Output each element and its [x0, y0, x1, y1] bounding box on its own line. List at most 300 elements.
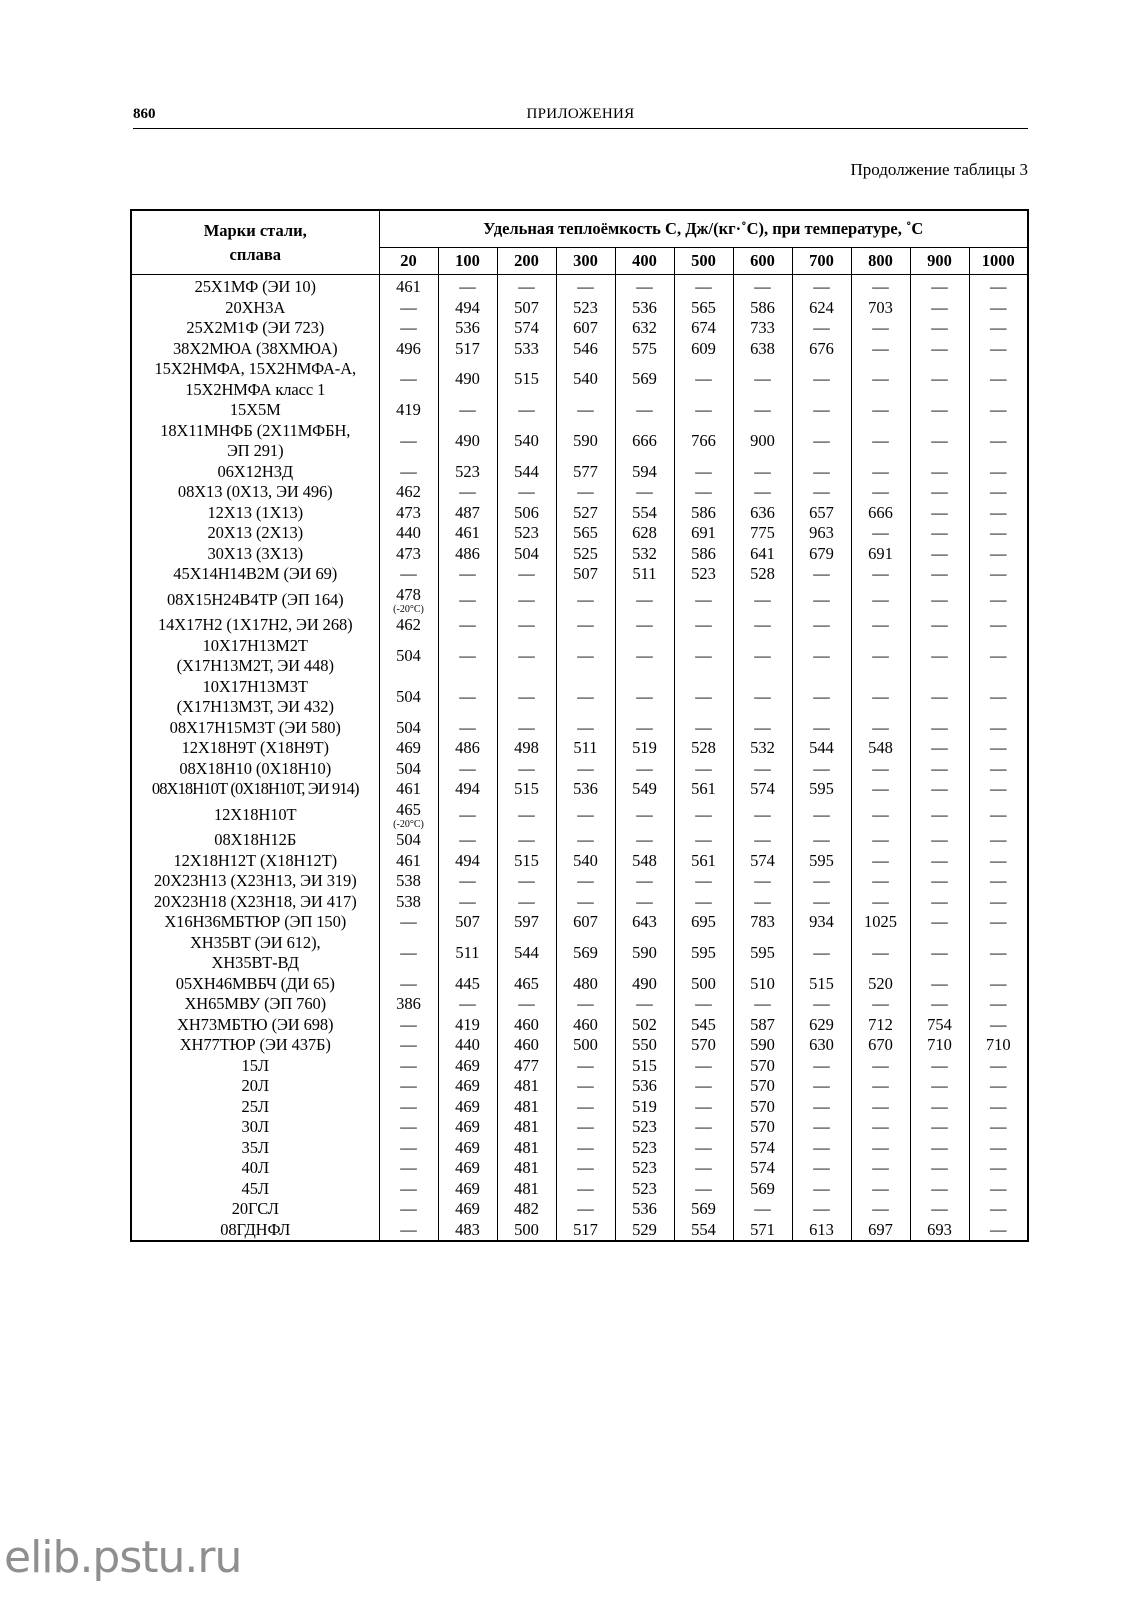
value-cell	[969, 1158, 1028, 1179]
heat-capacity-value: —	[872, 779, 889, 798]
value-cell	[851, 421, 910, 462]
heat-capacity-value: 695	[691, 912, 716, 931]
value-cell	[615, 1179, 674, 1200]
heat-capacity-value: —	[636, 717, 653, 737]
heat-capacity-value: 691	[691, 523, 716, 542]
value-cell	[733, 503, 792, 524]
steel-mark-text: 15Л	[241, 1055, 269, 1075]
heat-capacity-value: —	[931, 830, 948, 849]
value-cell	[556, 830, 615, 851]
steel-mark-text: 08Х18Н12Б	[214, 830, 297, 849]
value-cell	[851, 298, 910, 319]
heat-capacity-value: 500	[691, 973, 716, 993]
steel-mark-text: 20Х13 (2Х13)	[207, 523, 303, 542]
value-cell	[556, 718, 615, 739]
heat-capacity-value: —	[813, 482, 830, 501]
value-cell	[674, 1076, 733, 1097]
heat-capacity-value: —	[931, 338, 948, 358]
value-cell	[379, 974, 438, 995]
heat-capacity-value: —	[872, 461, 889, 481]
heat-capacity-value: 462	[396, 615, 421, 634]
heat-capacity-value: —	[695, 400, 712, 419]
heat-capacity-value: —	[577, 1178, 594, 1198]
value-cell	[792, 718, 851, 739]
heat-capacity-value: —	[931, 717, 948, 737]
watermark: elib.pstu.ru	[4, 1532, 242, 1583]
page-number: 860	[133, 106, 156, 122]
heat-capacity-value: —	[518, 871, 535, 890]
page-header	[133, 104, 1028, 129]
value-cell	[497, 400, 556, 421]
heat-capacity-value: 460	[514, 1035, 539, 1054]
value-cell	[792, 974, 851, 995]
value-cell	[497, 421, 556, 462]
heat-capacity-value: —	[931, 645, 948, 665]
heat-capacity-value: 511	[573, 738, 598, 757]
heat-capacity-value: —	[990, 523, 1007, 542]
heat-capacity-value: 480	[573, 973, 598, 993]
steel-mark-text: 12Х18Н9Т (Х18Н9Т)	[181, 738, 329, 757]
value-cell	[910, 1199, 969, 1220]
value-cell	[910, 1076, 969, 1097]
value-cell	[615, 779, 674, 800]
value-cell	[910, 503, 969, 524]
heat-capacity-value: 595	[750, 942, 775, 962]
table-row	[131, 564, 1028, 585]
table-row	[131, 318, 1028, 339]
steel-mark-cell	[131, 482, 379, 503]
heat-capacity-value: 546	[573, 338, 598, 358]
heat-capacity-value: —	[990, 318, 1007, 337]
heat-capacity-value: 574	[750, 1158, 775, 1177]
steel-mark-text: ХН65МВУ (ЭП 760)	[184, 994, 327, 1013]
heat-capacity-value: 574	[514, 318, 539, 337]
value-cell	[851, 1179, 910, 1200]
heat-capacity-value: —	[931, 1199, 948, 1218]
value-cell	[556, 462, 615, 483]
heat-capacity-value: 545	[691, 1014, 716, 1034]
value-cell	[379, 892, 438, 913]
value-cell	[733, 482, 792, 503]
heat-capacity-value: —	[636, 994, 653, 1013]
value-cell	[615, 800, 674, 831]
temperature-header: 300	[556, 248, 615, 275]
steel-mark-cell	[131, 503, 379, 524]
heat-capacity-value: —	[400, 1014, 417, 1034]
heat-capacity-value: 574	[750, 850, 775, 870]
heat-capacity-value: —	[636, 277, 653, 296]
steel-mark-cell	[131, 544, 379, 565]
heat-capacity-value: —	[459, 758, 476, 778]
value-cell	[556, 871, 615, 892]
heat-capacity-value: —	[577, 615, 594, 634]
steel-mark-text: 40Л	[241, 1158, 269, 1177]
heat-capacity-value: 419	[396, 400, 421, 419]
table-row	[131, 1138, 1028, 1159]
heat-capacity-value: 550	[632, 1035, 657, 1054]
heat-capacity-value: —	[459, 994, 476, 1013]
heat-capacity-value: —	[577, 994, 594, 1013]
value-cell	[497, 1097, 556, 1118]
heat-capacity-value: —	[872, 523, 889, 542]
value-cell	[733, 1097, 792, 1118]
heat-capacity-value: 963	[809, 523, 834, 542]
value-cell	[792, 738, 851, 759]
heat-capacity-value: 569	[691, 1199, 716, 1218]
mark-header-line-2: сплава	[229, 244, 281, 264]
value-cell	[674, 544, 733, 565]
mark-header-line-1: Марки стали,	[203, 220, 307, 240]
steel-mark-text: 05ХН46МВБЧ (ДИ 65)	[175, 973, 335, 993]
heat-capacity-value: —	[518, 830, 535, 849]
temperature-header: 800	[851, 248, 910, 275]
steel-mark-cell	[131, 1158, 379, 1179]
value-cell	[674, 564, 733, 585]
value-cell	[910, 738, 969, 759]
heat-capacity-value: —	[872, 804, 889, 824]
heat-capacity-value: —	[813, 589, 830, 609]
value-cell	[792, 1035, 851, 1056]
value-cell	[497, 1117, 556, 1138]
heat-capacity-value: 670	[868, 1035, 893, 1054]
value-cell	[556, 912, 615, 933]
heat-capacity-value: —	[400, 1199, 417, 1218]
steel-mark-text: ЭП 291)	[227, 441, 284, 460]
value-cell	[379, 585, 438, 616]
value-cell	[792, 462, 851, 483]
value-cell	[969, 636, 1028, 677]
heat-capacity-value: 766	[691, 430, 716, 450]
heat-capacity-value: —	[872, 1096, 889, 1116]
value-cell	[910, 462, 969, 483]
heat-capacity-value: 590	[750, 1035, 775, 1054]
value-cell	[969, 1117, 1028, 1138]
value-cell	[438, 298, 497, 319]
value-cell	[969, 564, 1028, 585]
value-cell	[851, 615, 910, 636]
value-cell	[438, 1097, 497, 1118]
heat-capacity-value: 473	[396, 502, 421, 522]
value-cell	[379, 275, 438, 298]
value-cell	[615, 462, 674, 483]
heat-capacity-value: 469	[455, 1178, 480, 1198]
value-cell	[556, 275, 615, 298]
heat-capacity-value: —	[459, 891, 476, 911]
value-cell	[674, 339, 733, 360]
steel-mark-cell	[131, 1117, 379, 1138]
value-cell	[556, 738, 615, 759]
heat-capacity-value: 595	[809, 850, 834, 870]
heat-capacity-value: 586	[691, 543, 716, 563]
heat-capacity-value: —	[872, 318, 889, 337]
heat-capacity-value: 486	[455, 738, 480, 757]
heat-capacity-value: 536	[632, 1199, 657, 1218]
heat-capacity-value: 538	[396, 871, 421, 890]
value-cell	[556, 615, 615, 636]
heat-capacity-value: —	[518, 891, 535, 911]
value-cell	[792, 298, 851, 319]
heat-capacity-value: —	[518, 482, 535, 501]
value-cell	[379, 1097, 438, 1118]
heat-capacity-value: 460	[573, 1014, 598, 1034]
steel-mark-cell	[131, 1076, 379, 1097]
value-cell	[674, 974, 733, 995]
steel-mark-cell	[131, 318, 379, 339]
value-cell	[792, 615, 851, 636]
value-cell	[910, 1056, 969, 1077]
heat-capacity-value: 494	[455, 850, 480, 870]
value-cell	[615, 994, 674, 1015]
value-cell	[438, 718, 497, 739]
value-cell	[792, 585, 851, 616]
value-cell	[615, 1076, 674, 1097]
heat-capacity-value: 504	[396, 758, 421, 778]
steel-mark-text: 20Л	[241, 1076, 269, 1095]
heat-capacity-value: 473	[396, 543, 421, 563]
heat-capacity-value: —	[990, 1014, 1007, 1034]
value-cell	[969, 800, 1028, 831]
heat-capacity-value: 624	[809, 297, 834, 317]
heat-capacity-value: —	[813, 1117, 830, 1136]
value-cell	[438, 1015, 497, 1036]
steel-mark-text: 12Х18Н10Т	[213, 804, 297, 824]
value-cell	[733, 830, 792, 851]
heat-capacity-value: —	[400, 318, 417, 337]
heat-capacity-value: 461	[455, 523, 480, 542]
value-cell	[851, 892, 910, 913]
value-cell	[379, 1117, 438, 1138]
heat-capacity-value: —	[990, 1096, 1007, 1116]
value-cell	[910, 636, 969, 677]
heat-capacity-value: 461	[396, 779, 421, 798]
value-cell	[733, 1179, 792, 1200]
value-cell	[851, 275, 910, 298]
steel-mark-cell	[131, 298, 379, 319]
value-cell	[792, 339, 851, 360]
value-cell	[674, 636, 733, 677]
value-cell	[792, 851, 851, 872]
heat-capacity-value: —	[695, 461, 712, 481]
heat-capacity-value: 490	[455, 430, 480, 450]
heat-capacity-value: 506	[514, 502, 539, 522]
value-cell	[674, 462, 733, 483]
value-cell	[733, 1035, 792, 1056]
running-head: ПРИЛОЖЕНИЯ	[526, 106, 635, 122]
heat-capacity-value: 693	[927, 1219, 952, 1239]
value-cell	[674, 359, 733, 400]
value-cell	[674, 892, 733, 913]
value-cell	[910, 544, 969, 565]
value-cell	[556, 1015, 615, 1036]
value-cell	[615, 503, 674, 524]
value-cell	[674, 1117, 733, 1138]
heat-capacity-value: —	[872, 1055, 889, 1075]
value-cell	[733, 1056, 792, 1077]
value-cell	[438, 933, 497, 974]
heat-capacity-value: 528	[750, 564, 775, 583]
heat-capacity-value: 515	[514, 779, 539, 798]
steel-mark-text: 20ГСЛ	[231, 1199, 279, 1218]
heat-capacity-value: 607	[573, 912, 598, 931]
heat-capacity-value: 536	[632, 297, 657, 317]
steel-mark-cell	[131, 636, 379, 677]
heat-capacity-table	[130, 209, 1029, 1242]
value-cell	[969, 298, 1028, 319]
value-cell	[438, 636, 497, 677]
value-cell	[674, 738, 733, 759]
heat-capacity-value: —	[459, 830, 476, 849]
value-cell	[851, 1117, 910, 1138]
steel-mark-text: 20ХН3А	[225, 297, 286, 317]
heat-capacity-value: —	[990, 1076, 1007, 1095]
value-cell	[556, 892, 615, 913]
heat-capacity-value: —	[872, 1117, 889, 1136]
value-cell	[792, 933, 851, 974]
heat-capacity-value: 574	[750, 1137, 775, 1157]
value-cell	[851, 1035, 910, 1056]
steel-mark-cell	[131, 339, 379, 360]
value-cell	[851, 462, 910, 483]
heat-capacity-value: —	[577, 871, 594, 890]
steel-mark-text: 12Х13 (1Х13)	[207, 502, 303, 522]
value-cell	[792, 677, 851, 718]
value-cell	[497, 718, 556, 739]
value-cell	[674, 830, 733, 851]
value-cell	[910, 759, 969, 780]
value-cell	[792, 1015, 851, 1036]
heat-capacity-value: 469	[455, 1055, 480, 1075]
heat-capacity-value: —	[754, 482, 771, 501]
heat-capacity-value: —	[813, 686, 830, 706]
steel-mark-cell	[131, 615, 379, 636]
heat-capacity-value: 494	[455, 297, 480, 317]
temperature-header: 700	[792, 248, 851, 275]
heat-capacity-value: 643	[632, 912, 657, 931]
table-row	[131, 339, 1028, 360]
value-cell	[733, 359, 792, 400]
heat-capacity-value: 549	[632, 779, 657, 798]
value-cell	[910, 871, 969, 892]
heat-capacity-value: 487	[455, 502, 480, 522]
table-row	[131, 1076, 1028, 1097]
heat-capacity-value: 590	[573, 430, 598, 450]
heat-capacity-value: —	[518, 686, 535, 706]
heat-capacity-value: —	[931, 589, 948, 609]
value-cell	[910, 718, 969, 739]
value-cell	[969, 523, 1028, 544]
heat-capacity-value: 519	[632, 738, 657, 757]
value-cell	[615, 933, 674, 974]
value-cell	[379, 759, 438, 780]
value-cell	[733, 1199, 792, 1220]
temperature-header: 200	[497, 248, 556, 275]
heat-capacity-value: 469	[455, 1076, 480, 1095]
heat-capacity-value: —	[695, 830, 712, 849]
table-row	[131, 400, 1028, 421]
value-cell	[969, 779, 1028, 800]
heat-capacity-value: —	[990, 738, 1007, 757]
value-cell	[615, 318, 674, 339]
value-cell	[851, 339, 910, 360]
heat-capacity-value: 469	[455, 1158, 480, 1177]
heat-capacity-value: —	[931, 912, 948, 931]
mark-column-header	[131, 210, 379, 275]
heat-capacity-value: 469	[455, 1096, 480, 1116]
heat-capacity-value: —	[695, 1158, 712, 1177]
value-cell	[615, 298, 674, 319]
value-cell	[733, 421, 792, 462]
heat-capacity-value: 657	[809, 502, 834, 522]
heat-capacity-value: —	[577, 1055, 594, 1075]
value-cell	[969, 318, 1028, 339]
table-row	[131, 892, 1028, 913]
heat-capacity-value: —	[931, 318, 948, 337]
heat-capacity-value: —	[577, 1117, 594, 1136]
heat-capacity-value: 511	[632, 564, 657, 583]
table-row	[131, 1056, 1028, 1077]
heat-capacity-value: —	[400, 1137, 417, 1157]
heat-capacity-value: 569	[632, 369, 657, 389]
value-cell	[379, 1199, 438, 1220]
heat-capacity-value: —	[990, 871, 1007, 890]
heat-capacity-value: —	[400, 1178, 417, 1198]
value-cell	[438, 738, 497, 759]
value-cell	[851, 912, 910, 933]
heat-capacity-value: —	[931, 461, 948, 481]
heat-capacity-value: 691	[868, 543, 893, 563]
value-cell	[497, 851, 556, 872]
value-cell	[379, 544, 438, 565]
heat-capacity-value: —	[813, 1137, 830, 1157]
value-cell	[733, 1076, 792, 1097]
heat-capacity-value: —	[459, 645, 476, 665]
value-cell	[556, 523, 615, 544]
table-row	[131, 912, 1028, 933]
value-cell	[438, 275, 497, 298]
value-cell	[615, 738, 674, 759]
heat-capacity-value: 636	[750, 502, 775, 522]
value-cell	[792, 421, 851, 462]
steel-mark-text: 25Х1МФ (ЭИ 10)	[194, 277, 316, 296]
heat-capacity-value: 536	[573, 779, 598, 798]
value-cell	[379, 912, 438, 933]
heat-capacity-value: —	[872, 564, 889, 583]
heat-capacity-value: —	[754, 994, 771, 1013]
value-cell	[438, 318, 497, 339]
heat-capacity-value: —	[577, 589, 594, 609]
heat-capacity-value: —	[990, 994, 1007, 1013]
value-cell	[497, 779, 556, 800]
heat-capacity-value: 500	[573, 1035, 598, 1054]
value-cell	[556, 1097, 615, 1118]
heat-capacity-value: —	[754, 277, 771, 296]
value-cell	[792, 400, 851, 421]
heat-capacity-value: —	[636, 482, 653, 501]
heat-capacity-value: 523	[632, 1178, 657, 1198]
value-cell	[792, 523, 851, 544]
heat-capacity-value: 386	[396, 994, 421, 1013]
heat-capacity-value: —	[459, 564, 476, 583]
value-cell	[910, 298, 969, 319]
value-cell	[969, 400, 1028, 421]
value-cell	[379, 871, 438, 892]
heat-capacity-value: —	[577, 1137, 594, 1157]
value-cell	[379, 1076, 438, 1097]
heat-capacity-value: —	[577, 400, 594, 419]
heat-capacity-value: —	[990, 1158, 1007, 1177]
heat-capacity-value: 481	[514, 1096, 539, 1116]
value-cell	[497, 318, 556, 339]
